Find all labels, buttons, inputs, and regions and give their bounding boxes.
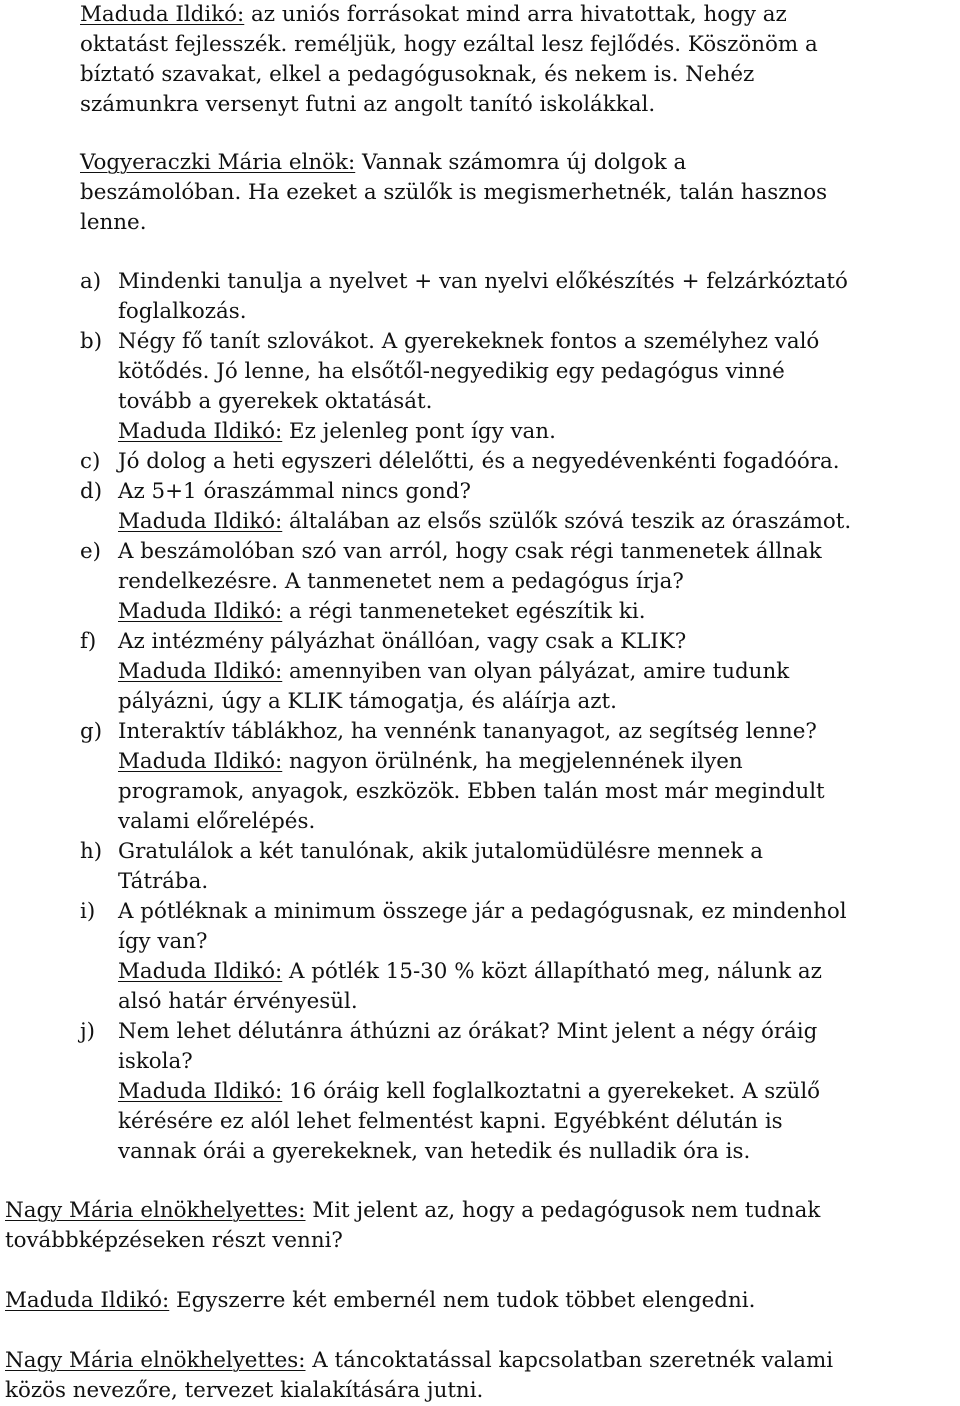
list-item-body (118, 537, 822, 627)
list-marker: c) (80, 449, 101, 474)
text-line: Mindenki tanulja a nyelvet + van nyelvi előkészítés + felzárkóztató (118, 269, 848, 294)
paragraph-maduda-intro (80, 0, 818, 120)
text-line: tovább a gyerekek oktatását. (118, 389, 433, 414)
speaker-label: Maduda Ildikó: (118, 599, 283, 624)
speaker-label: Maduda Ildikó: (5, 1288, 170, 1313)
text-line: közös nevezőre, tervezet kialakítására jutni. (5, 1378, 484, 1403)
speaker-label: Vogyeraczki Mária elnök: (80, 150, 356, 175)
list-item-body (118, 627, 789, 717)
text-line (5, 1286, 755, 1316)
reply-line (118, 507, 851, 537)
text-line: kötődés. Jó lenne, ha elsőtől-negyedikig egy pedagógus vinné (118, 359, 785, 384)
text-line (80, 148, 827, 178)
list-marker: b) (80, 329, 103, 354)
text-line: A beszámolóban szó van arról, hogy csak régi tanmenetek állnak (118, 539, 822, 564)
list-marker: a) (80, 269, 102, 294)
text-line: lenne. (80, 210, 147, 235)
reply-line (118, 657, 789, 687)
text-fragment: Egyszerre két embernél nem tudok többet elengedni. (169, 1288, 756, 1313)
text-fragment: A táncoktatással kapcsolatban szeretnék valami (305, 1348, 834, 1373)
list-marker: h) (80, 839, 103, 864)
text-line: Jó dolog a heti egyszeri délelőtti, és a negyedévenkénti fogadóóra. (118, 449, 840, 474)
text-fragment: az uniós forrásokat mind arra hivatottak, hogy az (244, 2, 787, 27)
paragraph-nagy-maria-2 (5, 1346, 833, 1406)
reply-line (118, 1077, 820, 1107)
text-fragment: 16 óráig kell foglalkoztatni a gyerekeket. A szülő (282, 1079, 821, 1104)
reply-line (118, 597, 822, 627)
text-fragment: amennyiben van olyan pályázat, amire tudunk (282, 659, 790, 684)
list-marker: d) (80, 479, 103, 504)
paragraph-vogyeraczki (80, 148, 827, 238)
text-line: Interaktív táblákhoz, ha vennénk tananyagot, az segítség lenne? (118, 719, 817, 744)
speaker-label: Nagy Mária elnökhelyettes: (5, 1198, 306, 1223)
text-line: beszámolóban. Ha ezeket a szülők is megismerhetnék, talán hasznos (80, 180, 828, 205)
speaker-label: Maduda Ildikó: (118, 959, 283, 984)
text-line: számunkra versenyt futni az angolt tanító iskolákkal. (80, 92, 656, 117)
speaker-label: Maduda Ildikó: (118, 659, 283, 684)
list-item-body (118, 717, 825, 837)
text-line: foglalkozás. (118, 299, 247, 324)
reply-line: kérésére ez alól lehet felmentést kapni. Egyébként délután is (118, 1109, 783, 1134)
list-item-body (118, 447, 840, 477)
reply-line: alsó határ érvényesül. (118, 989, 358, 1014)
text-line: Az 5+1 óraszámmal nincs gond? (118, 479, 471, 504)
paragraph-maduda-closing (5, 1286, 755, 1316)
text-line: így van? (118, 929, 208, 954)
reply-line (118, 747, 825, 777)
text-fragment: nagyon örülnénk, ha megjelennének ilyen (282, 749, 743, 774)
list-item-body (118, 267, 848, 327)
list-item-body (118, 837, 763, 897)
reply-line: valami előrelépés. (118, 809, 316, 834)
text-fragment: Ez jelenleg pont így van. (282, 419, 556, 444)
text-line: Nem lehet délutánra áthúzni az órákat? Mint jelent a négy óráig (118, 1019, 818, 1044)
speaker-label: Maduda Ildikó: (118, 1079, 283, 1104)
list-marker: f) (80, 629, 97, 654)
list-marker: i) (80, 899, 96, 924)
list-item-body (118, 477, 851, 537)
reply-line: vannak órái a gyerekeknek, van hetedik és nulladik óra is. (118, 1139, 751, 1164)
reply-line (118, 417, 819, 447)
reply-line (118, 957, 847, 987)
text-line: Az intézmény pályázhat önállóan, vagy csak a KLIK? (118, 629, 687, 654)
speaker-label: Maduda Ildikó: (118, 749, 283, 774)
text-line: Tátrába. (118, 869, 209, 894)
speaker-label: Maduda Ildikó: (118, 419, 283, 444)
text-fragment: a régi tanmeneteket egészítik ki. (282, 599, 646, 624)
text-line: iskola? (118, 1049, 193, 1074)
text-line: oktatást fejlesszék. reméljük, hogy ezáltal lesz fejlődés. Köszönöm a (80, 32, 818, 57)
text-line: A pótléknak a minimum összege jár a pedagógusnak, ez mindenhol (118, 899, 847, 924)
text-line (5, 1346, 833, 1376)
paragraph-nagy-maria-1 (5, 1196, 820, 1256)
speaker-label: Maduda Ildikó: (118, 509, 283, 534)
text-fragment: általában az elsős szülők szóvá teszik az óraszámot. (282, 509, 852, 534)
speaker-label: Maduda Ildikó: (80, 2, 245, 27)
list-item-body (118, 1017, 820, 1167)
list-marker: j) (80, 1019, 95, 1044)
list-item-body (118, 327, 819, 447)
text-line: bíztató szavakat, elkel a pedagógusoknak, és nekem is. Nehéz (80, 62, 755, 87)
text-line: rendelkezésre. A tanmenetet nem a pedagógus írja? (118, 569, 684, 594)
text-line: Gratulálok a két tanulónak, akik jutalomüdülésre mennek a (118, 839, 763, 864)
text-line: továbbképzéseken részt venni? (5, 1228, 343, 1253)
text-fragment: Mit jelent az, hogy a pedagógusok nem tudnak (305, 1198, 821, 1223)
text-line: Négy fő tanít szlovákot. A gyerekeknek fontos a személyhez való (118, 329, 820, 354)
speaker-label: Nagy Mária elnökhelyettes: (5, 1348, 306, 1373)
list-marker: e) (80, 539, 102, 564)
reply-line: programok, anyagok, eszközök. Ebben talán most már megindult (118, 779, 825, 804)
reply-line: pályázni, úgy a KLIK támogatja, és aláírja azt. (118, 689, 617, 714)
list-item-body (118, 897, 847, 1017)
list-marker: g) (80, 719, 103, 744)
text-fragment: Vannak számomra új dolgok a (355, 150, 687, 175)
text-line (80, 0, 818, 30)
text-fragment: A pótlék 15-30 % közt állapítható meg, nálunk az (282, 959, 822, 984)
text-line (5, 1196, 820, 1226)
